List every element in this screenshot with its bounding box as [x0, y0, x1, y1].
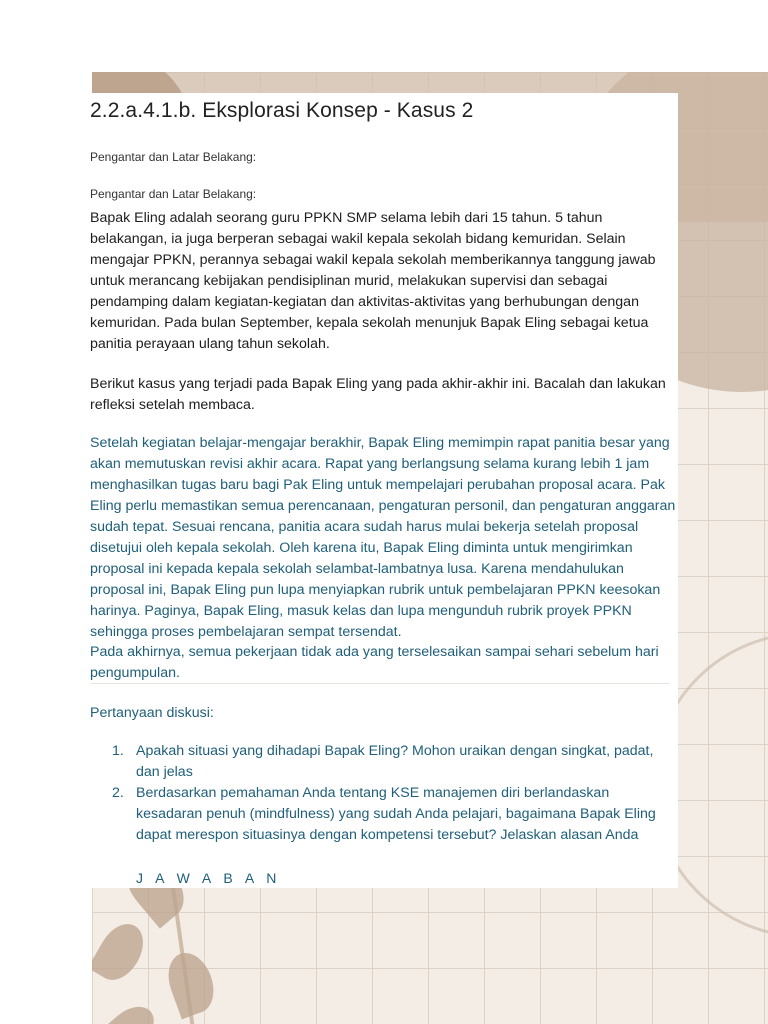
- document-card: [80, 93, 678, 888]
- case-paragraph: Setelah kegiatan belajar-mengajar berakhir, Bapak Eling memimpin rapat panitia besar yang akan memutuskan revisi akhir acara. Rapat yang berlangsung selama kurang lebih 1 jam menghasilkan tugas baru bagi Pak Eling untuk mempelajari perubahan proposal acara. Pak Eling perlu memastikan semua perencanaan, pengaturan personil, dan pengaturan anggaran sudah tepat. Sesuai rencana, panitia acara sudah harus mulai bekerja setelah proposal disetujui oleh kepala sekolah. Oleh karena itu, Bapak Eling diminta untuk mengirimkan proposal ini kepada kepala sekolah selambat-lambatnya lusa. Karena mendahulukan proposal ini, Bapak Eling pun lupa menyiapkan rubrik untuk pembelajaran PPKN keesokan harinya. Paginya, Bapak Eling, masuk kelas dan lupa mengunduh rubrik proyek PPKN sehingga proses pembelajaran sempat tersendat.: [90, 435, 676, 640]
- background-paragraph: Bapak Eling adalah seorang guru PPKN SMP selama lebih dari 15 tahun. 5 tahun belakangan, ia juga berperan sebagai wakil kepala sekolah bidang kemuridan. Selain mengajar PPKN, perannya sebagai wakil kepala sekolah memberikannya tanggung jawab untuk merancang kebijakan pendisiplinan murid, melakukan supervisi dan sebagai pendamping dalam kegiatan-kegiatan dan aktivitas-aktivitas yang berhubungan dengan kemuridan. Pada bulan September, kepala sekolah menunjuk Bapak Eling sebagai ketua panitia perayaan ulang tahun sekolah.: [90, 210, 656, 352]
- page-title: 2.2.a.4.1.b. Eksplorasi Konsep - Kasus 2: [90, 99, 474, 122]
- intro-label: Pengantar dan Latar Belakang:: [90, 150, 257, 164]
- question-list: [80, 741, 678, 846]
- case-conclusion: Pada akhirnya, semua pekerjaan tidak ada yang terselesaikan sampai sehari sebelum hari pengumpulan.: [90, 644, 659, 681]
- question-text: Berdasarkan pemahaman Anda tentang KSE manajemen diri berlandaskan kesadaran penuh (mindfulness) yang sudah Anda pelajari, bagaimana Bapak Eling dapat merespon situasinya dengan kompetensi tersebut? Jelaskan alasan Anda: [136, 785, 656, 843]
- question-text: Apakah situasi yang dihadapi Bapak Eling? Mohon uraikan dengan singkat, padat, dan jelas: [136, 743, 654, 780]
- list-item: [80, 783, 678, 846]
- leaf-icon: [98, 998, 163, 1024]
- instruction-paragraph: Berikut kasus yang terjadi pada Bapak Eling yang pada akhir-akhir ini. Bacalah dan lakukan refleksi setelah membaca.: [90, 376, 666, 413]
- leaf-icon: [161, 947, 222, 1020]
- list-item: [80, 741, 678, 783]
- intro-label: Pengantar dan Latar Belakang:: [90, 187, 257, 201]
- question-number: 1.: [112, 743, 124, 759]
- question-number: 2.: [112, 785, 124, 801]
- answer-label: J A W A B A N: [136, 870, 281, 886]
- discussion-label: Pertanyaan diskusi:: [90, 705, 214, 721]
- divider: [90, 683, 670, 684]
- leaf-icon: [92, 916, 152, 988]
